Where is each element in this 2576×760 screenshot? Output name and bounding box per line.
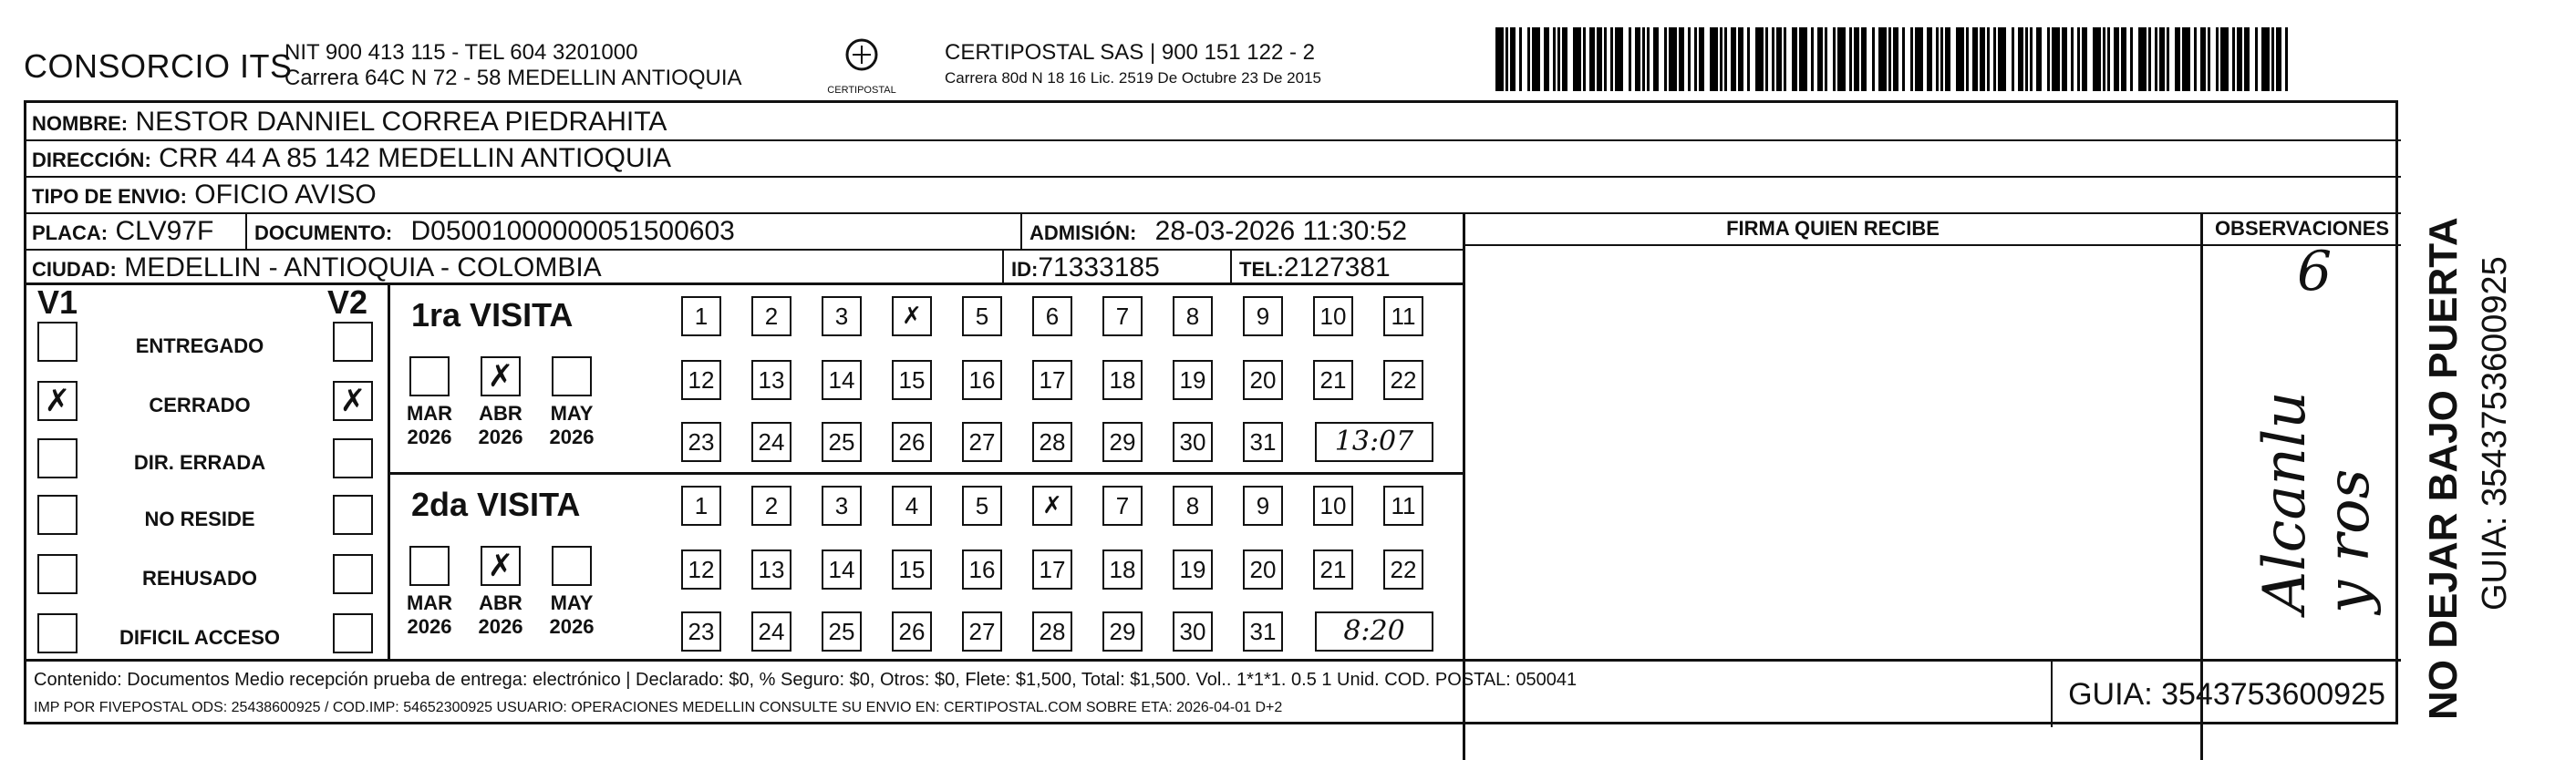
company-info <box>284 40 742 91</box>
month-name: MAR <box>406 402 453 425</box>
barcode-bar <box>2244 27 2250 91</box>
v1-checkbox[interactable] <box>37 381 78 421</box>
barcode-bar <box>2271 27 2274 91</box>
visit-time: 13:07 <box>1315 422 1433 462</box>
certipostal-logo <box>821 36 903 100</box>
barcode-bar <box>1679 27 1684 91</box>
tel-label: TEL: <box>1239 258 1284 281</box>
barcode-bar <box>2130 27 2133 91</box>
certi-name: CERTIPOSTAL SAS | 900 151 122 - 2 <box>945 40 1315 65</box>
barcode-bar <box>1510 27 1516 91</box>
month-label <box>539 591 605 639</box>
observaciones-header: OBSERVACIONES <box>2214 217 2390 240</box>
day-box[interactable]: 5 <box>962 296 1002 336</box>
barcode-bar <box>1647 27 1650 91</box>
day-box[interactable]: 14 <box>822 549 862 590</box>
barcode-bar <box>1669 27 1677 91</box>
barcode-bar <box>2175 27 2180 91</box>
barcode-bar <box>1849 27 1852 91</box>
barcode-bar <box>2167 27 2169 91</box>
month-year: 2026 <box>549 615 595 638</box>
day-box[interactable]: 18 <box>1102 360 1143 400</box>
day-box[interactable]: 14 <box>822 360 862 400</box>
barcode-bar <box>2182 27 2190 91</box>
month-checkbox[interactable] <box>552 356 592 396</box>
day-box[interactable]: 24 <box>751 422 791 462</box>
barcode-bar <box>1902 27 1905 91</box>
firma-header: FIRMA QUIEN RECIBE <box>1726 217 1940 240</box>
day-box[interactable]: 24 <box>751 611 791 652</box>
barcode-bar <box>2200 27 2206 91</box>
v1-checkbox[interactable] <box>37 554 78 594</box>
month-name: MAY <box>550 402 594 425</box>
day-box[interactable]: 17 <box>1032 549 1072 590</box>
barcode-bar <box>1927 27 1932 91</box>
barcode-bar <box>1792 27 1797 91</box>
day-box[interactable]: 15 <box>892 360 932 400</box>
status-label: ENTREGADO <box>135 334 264 357</box>
status-label: DIFICIL ACCESO <box>119 626 280 649</box>
day-box[interactable]: 9 <box>1243 486 1283 526</box>
barcode-bar <box>1784 27 1786 91</box>
month-year: 2026 <box>407 426 452 448</box>
month-year: 2026 <box>478 426 523 448</box>
month-checkbox[interactable] <box>409 356 450 396</box>
barcode-bar <box>1956 27 1964 91</box>
visit-title: 1ra VISITA <box>411 296 574 334</box>
footer-contenido: Contenido: Documentos Medio recepción prueba de entrega: electrónico | Declarado: $0, % Seguro: $0, Otros: $0, Flete: $1,500, Total: $1,500. Vol.. 1*1*1. 0.5 1 Unid. COD. POSTAL: 050041 <box>34 670 1578 690</box>
month-label <box>397 591 462 639</box>
nombre-value: NESTOR DANNIEL CORREA PIEDRAHITA <box>135 107 667 137</box>
tel-value: 2127381 <box>1283 252 1391 282</box>
barcode-bar <box>1553 27 1556 91</box>
month-year: 2026 <box>478 615 523 638</box>
barcode-bar <box>2138 27 2147 91</box>
placa-label: PLACA: <box>32 221 109 244</box>
barcode-bar <box>2030 27 2033 91</box>
barcode-bar <box>2114 27 2119 91</box>
footer-imp: IMP POR FIVEPOSTAL ODS: 25438600925 / COD.IMP: 54652300925 USUARIO: OPERACIONES MEDELLIN CONSULTE SU ENVIO EN: CERTIPOSTAL.COM SOBRE ETA: 2026-04-01 D+2 <box>34 700 1283 715</box>
admision-field <box>1029 216 1407 247</box>
month-checkbox[interactable] <box>481 546 521 586</box>
tipo-label: TIPO DE ENVIO: <box>32 185 187 208</box>
direccion-value: CRR 44 A 85 142 MEDELLIN ANTIOQUIA <box>159 143 672 173</box>
barcode-bar <box>1635 27 1640 91</box>
barcode-bar <box>1653 27 1659 91</box>
day-box[interactable]: 9 <box>1243 296 1283 336</box>
v2-checkbox[interactable] <box>333 613 373 653</box>
day-box[interactable]: 3 <box>822 296 862 336</box>
admision-value: 28-03-2026 11:30:52 <box>1154 216 1408 246</box>
barcode-bar <box>1610 27 1613 91</box>
day-box[interactable]: 26 <box>892 422 932 462</box>
v2-checkbox[interactable] <box>333 381 373 421</box>
nombre-label: NOMBRE: <box>32 112 129 135</box>
day-box[interactable]: 20 <box>1243 549 1283 590</box>
barcode-bar <box>2093 27 2101 91</box>
barcode-bar <box>1724 27 1727 91</box>
barcode-bar <box>1888 27 1891 91</box>
barcode-bar <box>2047 27 2050 91</box>
logo-text: CERTIPOSTAL <box>827 85 896 96</box>
barcode-bar <box>1573 27 1581 91</box>
barcode-bar <box>1878 27 1887 91</box>
day-box[interactable]: 25 <box>822 422 862 462</box>
day-box[interactable]: 23 <box>681 611 721 652</box>
day-box[interactable]: 20 <box>1243 360 1283 400</box>
month-label <box>468 591 533 639</box>
day-box[interactable]: 22 <box>1383 549 1423 590</box>
v2-checkbox[interactable] <box>333 495 373 535</box>
day-box[interactable]: 22 <box>1383 360 1423 400</box>
day-box[interactable]: ✗ <box>892 296 932 336</box>
check-mark: ✗ <box>339 383 367 419</box>
barcode-bar <box>2062 27 2067 91</box>
barcode-bar <box>2220 27 2229 91</box>
day-box[interactable]: 31 <box>1243 611 1283 652</box>
barcode-bar <box>1811 27 1814 91</box>
status-label: REHUSADO <box>142 567 257 590</box>
day-box[interactable]: 19 <box>1173 549 1213 590</box>
company-name: CONSORCIO ITS <box>24 47 293 85</box>
barcode-bar <box>1527 27 1530 91</box>
barcode-bar <box>1854 27 1859 91</box>
documento-value: D05001000000051500603 <box>410 216 735 246</box>
barcode-bar <box>2077 27 2080 91</box>
day-box[interactable]: 31 <box>1243 422 1283 462</box>
day-box[interactable]: 18 <box>1102 549 1143 590</box>
barcode-bar <box>1966 27 1969 91</box>
barcode-bar <box>1837 27 1846 91</box>
day-box[interactable]: 21 <box>1313 549 1353 590</box>
barcode-bar <box>1772 27 1774 91</box>
visit-time: 8:20 <box>1315 611 1433 652</box>
barcode-bar <box>1776 27 1782 91</box>
barcode-bar <box>1557 27 1560 91</box>
admision-label: ADMISIÓN: <box>1029 221 1137 244</box>
v2-checkbox[interactable] <box>333 322 373 362</box>
day-box[interactable]: 12 <box>681 549 721 590</box>
day-box[interactable]: 12 <box>681 360 721 400</box>
day-box[interactable]: 10 <box>1313 296 1353 336</box>
day-box[interactable]: 3 <box>822 486 862 526</box>
status-label: NO RESIDE <box>144 508 255 530</box>
barcode <box>1495 27 2298 91</box>
barcode-bar <box>1688 27 1691 91</box>
barcode-bar <box>2107 27 2110 91</box>
documento-label: DOCUMENTO: <box>254 221 393 244</box>
day-box[interactable]: 29 <box>1102 422 1143 462</box>
barcode-bar <box>2018 27 2023 91</box>
month-checkbox[interactable] <box>481 356 521 396</box>
barcode-bar <box>1872 27 1875 91</box>
day-box[interactable]: 13 <box>751 360 791 400</box>
day-box[interactable]: 7 <box>1102 296 1143 336</box>
day-box[interactable]: 16 <box>962 360 1002 400</box>
day-box[interactable]: 8 <box>1173 296 1213 336</box>
barcode-bar <box>1604 27 1607 91</box>
day-box[interactable]: 2 <box>751 486 791 526</box>
company-nit: NIT 900 413 115 - TEL 604 3201000 <box>284 40 638 65</box>
id-field <box>1011 252 1160 283</box>
barcode-bar <box>1915 27 1923 91</box>
id-label: ID: <box>1011 258 1039 281</box>
barcode-bar <box>1972 27 1978 91</box>
day-box[interactable]: 15 <box>892 549 932 590</box>
barcode-bar <box>1893 27 1898 91</box>
certi-address: Carrera 80d N 18 16 Lic. 2519 De Octubre 23 De 2015 <box>945 69 1321 87</box>
barcode-bar <box>2216 27 2219 91</box>
barcode-bar <box>1799 27 1807 91</box>
month-name: ABR <box>479 591 522 614</box>
month-name: MAR <box>406 591 453 614</box>
day-box[interactable]: ✗ <box>1032 486 1072 526</box>
barcode-bar <box>1615 27 1623 91</box>
barcode-bar <box>1910 27 1913 91</box>
barcode-bar <box>2103 27 2105 91</box>
barcode-bar <box>1817 27 1823 91</box>
guia-side-label: GUIA: 3543753600925 <box>2476 256 2514 611</box>
month-year: 2026 <box>407 615 452 638</box>
barcode-bar <box>1738 27 1743 91</box>
guia-footer: GUIA: 3543753600925 <box>2068 677 2385 712</box>
logo-icon <box>834 36 889 82</box>
barcode-bar <box>1519 27 1522 91</box>
ciudad-label: CIUDAD: <box>32 258 117 281</box>
barcode-bar <box>2276 27 2281 91</box>
barcode-bar <box>1936 27 1939 91</box>
barcode-bar <box>1544 27 1549 91</box>
barcode-bar <box>1562 27 1567 91</box>
barcode-bar <box>1720 27 1723 91</box>
v1-checkbox[interactable] <box>37 322 78 362</box>
barcode-bar <box>2082 27 2087 91</box>
check-mark: ✗ <box>44 383 71 419</box>
nombre-field <box>32 107 667 138</box>
barcode-bar <box>2052 27 2060 91</box>
barcode-bar <box>1747 27 1750 91</box>
barcode-bar <box>2025 27 2028 91</box>
direccion-field <box>32 143 671 174</box>
day-box[interactable]: 1 <box>681 296 721 336</box>
v1-checkbox[interactable] <box>37 495 78 535</box>
barcode-bar <box>1597 27 1602 91</box>
day-box[interactable]: 2 <box>751 296 791 336</box>
tel-field <box>1239 252 1391 283</box>
tipo-value: OFICIO AVISO <box>194 180 377 210</box>
v2-checkbox[interactable] <box>333 554 373 594</box>
visit-title: 2da VISITA <box>411 486 581 523</box>
day-box[interactable]: 11 <box>1383 296 1423 336</box>
day-box[interactable]: 25 <box>822 611 862 652</box>
barcode-bar <box>1664 27 1667 91</box>
documento-field <box>254 216 735 247</box>
day-box[interactable]: 30 <box>1173 611 1213 652</box>
barcode-bar <box>1993 27 1996 91</box>
barcode-bar <box>1861 27 1867 91</box>
day-box[interactable]: 23 <box>681 422 721 462</box>
month-name: ABR <box>479 402 522 425</box>
barcode-bar <box>2237 27 2242 91</box>
month-label <box>468 402 533 449</box>
status-label: CERRADO <box>149 394 251 416</box>
barcode-bar <box>1731 27 1736 91</box>
barcode-bar <box>1987 27 1990 91</box>
barcode-bar <box>2261 27 2270 91</box>
v1-checkbox[interactable] <box>37 438 78 478</box>
barcode-bar <box>2159 27 2165 91</box>
day-box[interactable]: 19 <box>1173 360 1213 400</box>
delivery-form <box>24 100 2398 724</box>
barcode-bar <box>1940 27 1943 91</box>
ciudad-field <box>32 252 602 283</box>
ciudad-value: MEDELLIN - ANTIOQUIA - COLOMBIA <box>124 252 602 282</box>
barcode-bar <box>1833 27 1836 91</box>
barcode-bar <box>2208 27 2210 91</box>
day-box[interactable]: 30 <box>1173 422 1213 462</box>
tipo-field <box>32 180 377 211</box>
day-box[interactable]: 1 <box>681 486 721 526</box>
company-address: Carrera 64C N 72 - 58 MEDELLIN ANTIOQUIA <box>284 66 742 90</box>
barcode-bar <box>1765 27 1768 91</box>
barcode-bar <box>1642 27 1645 91</box>
barcode-bar <box>1532 27 1540 91</box>
barcode-bar <box>2155 27 2157 91</box>
barcode-bar <box>2148 27 2151 91</box>
observ-handwriting-1: 6 <box>2297 240 2333 303</box>
barcode-bar <box>2036 27 2042 91</box>
day-box[interactable]: 6 <box>1032 296 1072 336</box>
barcode-bar <box>2232 27 2235 91</box>
day-box[interactable]: 7 <box>1102 486 1143 526</box>
barcode-bar <box>2194 27 2197 91</box>
barcode-bar <box>1495 27 1504 91</box>
barcode-bar <box>2285 27 2288 91</box>
month-label <box>539 402 605 449</box>
day-box[interactable]: 16 <box>962 549 1002 590</box>
day-box[interactable]: 4 <box>892 486 932 526</box>
day-box[interactable]: 26 <box>892 611 932 652</box>
barcode-bar <box>1945 27 1950 91</box>
id-value: 71333185 <box>1038 252 1160 282</box>
check-mark: ✗ <box>487 548 514 584</box>
day-box[interactable]: 10 <box>1313 486 1353 526</box>
day-box[interactable]: 27 <box>962 422 1002 462</box>
month-checkbox[interactable] <box>552 546 592 586</box>
barcode-bar <box>2121 27 2126 91</box>
check-mark: ✗ <box>487 358 514 395</box>
day-box[interactable]: 13 <box>751 549 791 590</box>
month-checkbox[interactable] <box>409 546 450 586</box>
barcode-bar <box>2012 27 2014 91</box>
barcode-bar <box>1755 27 1764 91</box>
status-label: DIR. ERRADA <box>133 451 266 474</box>
day-box[interactable]: 28 <box>1032 422 1072 462</box>
v2-header: V2 <box>327 283 368 321</box>
day-box[interactable]: 28 <box>1032 611 1072 652</box>
day-box[interactable]: 21 <box>1313 360 1353 400</box>
barcode-bar <box>1825 27 1827 91</box>
v2-checkbox[interactable] <box>333 438 373 478</box>
placa-value: CLV97F <box>115 216 214 246</box>
month-year: 2026 <box>549 426 595 448</box>
no-dejar-label: NO DEJAR BAJO PUERTA <box>2421 217 2466 720</box>
barcode-bar <box>1710 27 1718 91</box>
placa-field <box>32 216 213 247</box>
barcode-bar <box>2071 27 2074 91</box>
barcode-bar <box>1699 27 1704 91</box>
barcode-bar <box>1998 27 2006 91</box>
month-name: MAY <box>550 591 594 614</box>
barcode-bar <box>1980 27 1985 91</box>
day-box[interactable]: 17 <box>1032 360 1072 400</box>
barcode-bar <box>1505 27 1508 91</box>
barcode-bar <box>1589 27 1595 91</box>
day-box[interactable]: 27 <box>962 611 1002 652</box>
day-box[interactable]: 11 <box>1383 486 1423 526</box>
month-label <box>397 402 462 449</box>
barcode-bar <box>1629 27 1631 91</box>
certipostal-info <box>945 40 1321 91</box>
observ-handwriting-2: Alcanlu <box>2251 391 2319 613</box>
day-box[interactable]: 8 <box>1173 486 1213 526</box>
day-box[interactable]: 29 <box>1102 611 1143 652</box>
barcode-bar <box>1694 27 1697 91</box>
day-box[interactable]: 5 <box>962 486 1002 526</box>
direccion-label: DIRECCIÓN: <box>32 149 151 171</box>
barcode-bar <box>1583 27 1586 91</box>
v1-header: V1 <box>37 283 78 321</box>
observ-handwriting-3: y ros <box>2315 468 2383 613</box>
v1-checkbox[interactable] <box>37 613 78 653</box>
barcode-bar <box>2255 27 2258 91</box>
